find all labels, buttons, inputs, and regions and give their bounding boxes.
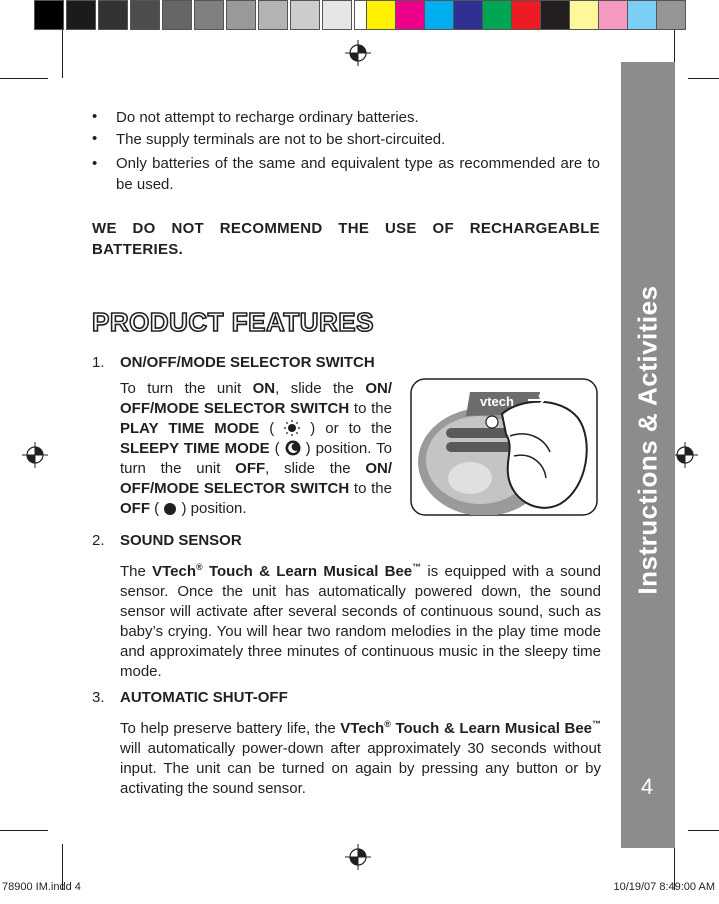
page-heading: PRODUCT FEATURES	[92, 307, 374, 337]
registration-mark-icon	[22, 442, 48, 468]
color-swatch	[453, 0, 483, 30]
section-title: SOUND SENSOR	[120, 532, 242, 549]
color-swatch	[627, 0, 657, 30]
section-number: 2.	[92, 532, 105, 549]
moon-icon	[285, 440, 301, 456]
bullet-text: Only batteries of the same and equivalent type as recommended are to be used.	[116, 155, 600, 193]
crop-mark	[688, 830, 719, 831]
color-swatch	[66, 0, 96, 30]
color-swatch	[482, 0, 512, 30]
color-swatch	[290, 0, 320, 30]
color-swatch	[258, 0, 288, 30]
product-switch-illustration	[410, 378, 598, 516]
section-3-body: To help preserve battery life, the VTech® Touch & Learn Musical Bee™ will automatically power-down after approximately 30 seconds without input. The unit can be turned on again by pressing any button or by activating the sound sensor.	[120, 719, 601, 797]
color-swatch	[366, 0, 396, 30]
color-swatch	[511, 0, 541, 30]
side-tab-title: Instructions & Activities	[632, 285, 663, 595]
section-number: 3.	[92, 689, 105, 706]
crop-mark	[0, 830, 48, 831]
sun-icon	[284, 420, 300, 436]
bullet-icon: •	[92, 155, 98, 172]
registration-mark-icon	[345, 844, 371, 870]
color-swatch	[194, 0, 224, 30]
image-brand-text: vtech	[480, 394, 514, 409]
bullet-icon: •	[92, 130, 98, 147]
section-title: ON/OFF/MODE SELECTOR SWITCH	[120, 354, 375, 371]
section-1-body: To turn the unit ON, slide the ON/ OFF/MODE SELECTOR SWITCH to the PLAY TIME MODE ( ) or to the SLEEPY TIME MODE ( ) position. To turn the unit OFF, slide the ON/ OFF/MODE SELECTOR SWITCH to the OFF ( ) position.	[120, 380, 392, 517]
off-dot-icon	[163, 502, 177, 516]
registration-mark-icon	[345, 40, 371, 66]
registration-mark-icon	[672, 442, 698, 468]
section-2-body: The VTech® Touch & Learn Musical Bee™ is equipped with a sound sensor. Once the unit has automatically powered down, the sound sensor will activate after several seconds of continuous sound, such as baby’s crying. You will hear two random melodies in the play time mode and approximately three minutes of continuous music in the sleepy time mode.	[120, 562, 601, 680]
color-swatch	[598, 0, 628, 30]
color-swatch	[322, 0, 352, 30]
crop-mark	[62, 30, 63, 78]
footer-timestamp: 10/19/07 8:49:00 AM	[613, 881, 715, 893]
color-swatch	[424, 0, 454, 30]
bullet-icon: •	[92, 108, 98, 125]
color-swatch	[34, 0, 64, 30]
crop-mark	[688, 78, 719, 79]
color-swatch	[656, 0, 686, 30]
footer-file-name: 78900 IM.indd 4	[2, 881, 81, 893]
color-swatch	[569, 0, 599, 30]
page-number: 4	[640, 774, 654, 799]
color-swatch	[395, 0, 425, 30]
color-swatch	[226, 0, 256, 30]
section-number: 1.	[92, 354, 105, 371]
section-title: AUTOMATIC SHUT-OFF	[120, 689, 288, 706]
color-swatch	[130, 0, 160, 30]
crop-mark	[0, 78, 48, 79]
warning-text: WE DO NOT RECOMMEND THE USE OF RECHARGEABLE BATTERIES.	[92, 220, 600, 258]
bullet-text: The supply terminals are not to be short-circuited.	[116, 131, 446, 148]
bullet-text: Do not attempt to recharge ordinary batteries.	[116, 109, 419, 126]
color-swatch	[162, 0, 192, 30]
color-swatch	[98, 0, 128, 30]
color-swatch	[540, 0, 570, 30]
